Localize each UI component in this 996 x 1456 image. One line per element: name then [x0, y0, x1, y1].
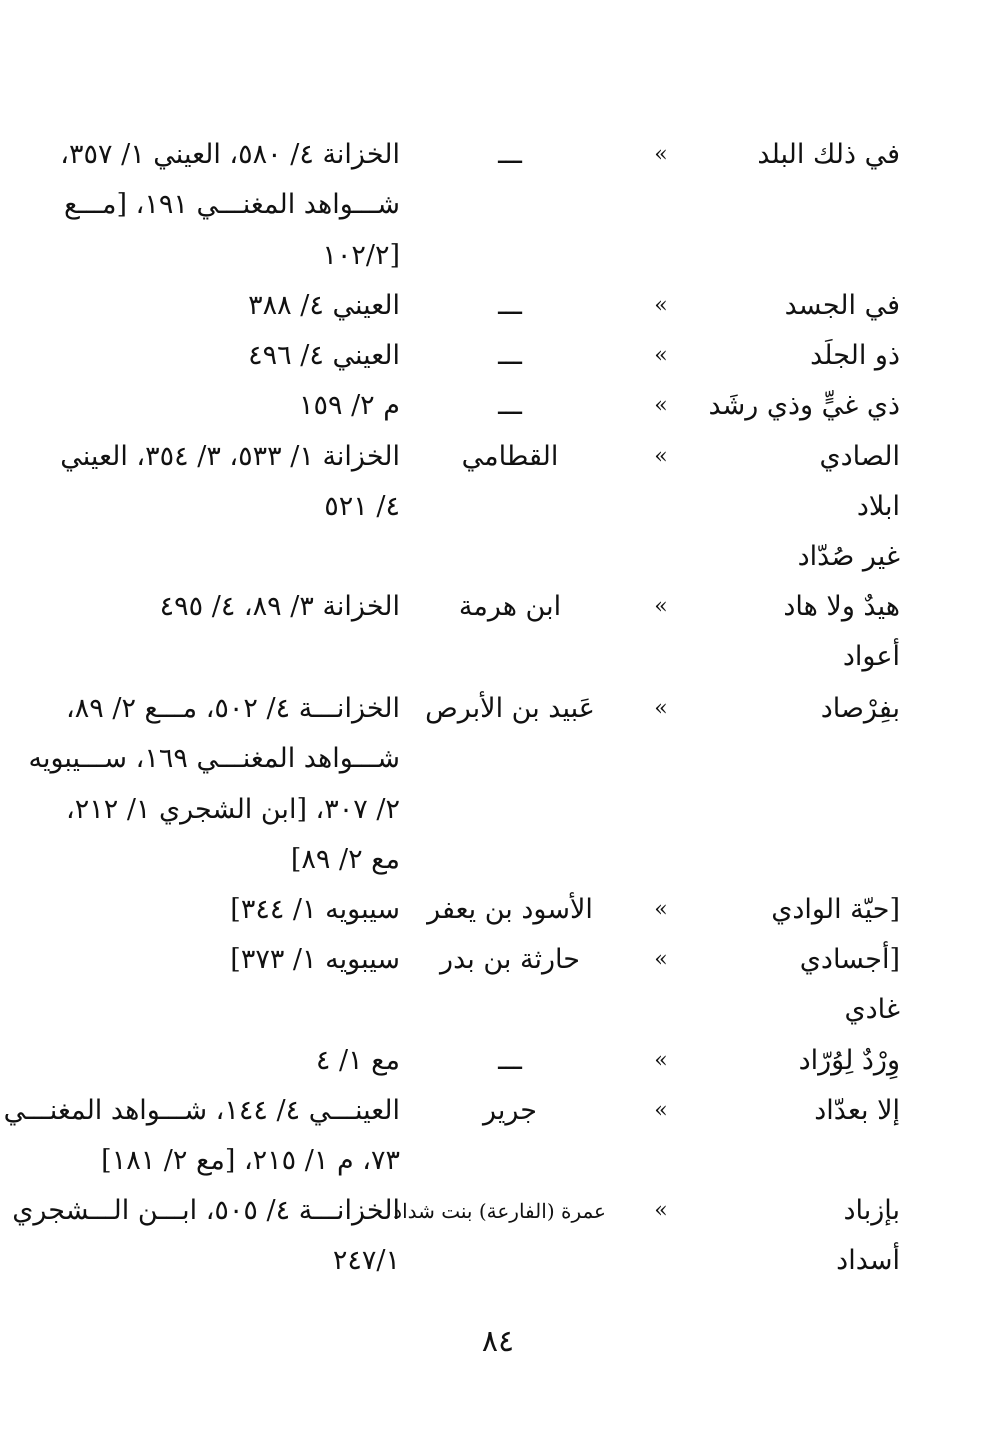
source-reference: الخزانة ١/ ٥٣٣، ٣/ ٣٥٤، العيني — [60, 441, 400, 472]
verse-ending: هيدٌ ولا هاد — [783, 591, 900, 622]
verse-ending: في الجسد — [784, 290, 900, 321]
ditto-mark: » — [654, 897, 668, 922]
verse-ending: وِرْدٌ لِوُرّاد — [798, 1045, 900, 1076]
poet-name: ـــ — [498, 340, 522, 371]
ditto-mark: » — [654, 1198, 668, 1223]
source-reference: الخزانـــة ٤/ ٥٠٢، مـــع ٢/ ٨٩، — [66, 693, 400, 724]
poet-name: عمرة (الفارعة) بنت شداد — [393, 1199, 606, 1223]
index-row — [0, 139, 996, 170]
poet-name: ـــ — [498, 1045, 522, 1076]
verse-ending: ابلاد — [856, 491, 900, 522]
index-row — [0, 743, 996, 774]
index-row — [0, 290, 996, 321]
verse-ending: ذي غيٍّ وذي رشَد — [708, 390, 900, 421]
source-reference: سيبويه ١/ ٣٧٣] — [230, 944, 400, 975]
index-row — [0, 641, 996, 672]
index-row — [0, 1245, 996, 1276]
source-reference: ٢٤٧/١ — [332, 1245, 400, 1276]
index-row — [0, 1045, 996, 1076]
verse-ending: بإزباد — [843, 1195, 900, 1226]
poet-name: القطامي — [461, 441, 559, 472]
index-row — [0, 1145, 996, 1176]
source-reference: العينـــي ٤/ ١٤٤، شـــواهد المغنـــي — [3, 1095, 400, 1126]
ditto-mark: » — [654, 947, 668, 972]
poet-name: عَبيد بن الأبرص — [425, 693, 595, 724]
source-reference: م ٢/ ١٥٩ — [298, 390, 400, 421]
source-reference: مع ٢/ ٨٩] — [290, 844, 400, 875]
source-reference: ٢/ ٣٠٧، [ابن الشجري ١/ ٢١٢، — [66, 794, 400, 825]
index-row — [0, 693, 996, 724]
index-row — [0, 390, 996, 421]
poet-name: ابن هرمة — [458, 591, 562, 622]
verse-ending: أعواد — [842, 641, 900, 672]
index-row — [0, 541, 996, 572]
page-number: ٨٤ — [481, 1324, 515, 1359]
poet-name: ـــ — [498, 290, 522, 321]
source-reference: الخزانة ٤/ ٥٨٠، العيني ١/ ٣٥٧، — [60, 139, 400, 170]
ditto-mark: » — [654, 696, 668, 721]
index-row — [0, 1195, 996, 1226]
verse-ending: غير صُدّاد — [797, 541, 900, 572]
verse-ending: أسداد — [836, 1245, 900, 1276]
source-reference: سيبويه ١/ ٣٤٤] — [230, 894, 400, 925]
ditto-mark: » — [654, 343, 668, 368]
source-reference: ٤/ ٥٢١ — [324, 491, 400, 522]
index-row — [0, 240, 996, 271]
verse-ending: في ذلك البلد — [757, 139, 900, 170]
ditto-mark: » — [654, 594, 668, 619]
source-reference: العيني ٤/ ٤٩٦ — [248, 340, 400, 371]
index-row — [0, 944, 996, 975]
source-reference: العيني ٤/ ٣٨٨ — [248, 290, 400, 321]
verse-ending: إلا بعدّاد — [814, 1095, 900, 1126]
source-reference: الخزانة ٣/ ٨٩، ٤/ ٤٩٥ — [159, 591, 400, 622]
index-row — [0, 994, 996, 1025]
index-row — [0, 340, 996, 371]
index-row — [0, 441, 996, 472]
verse-ending: غادي — [844, 994, 900, 1025]
index-row — [0, 794, 996, 825]
ditto-mark: » — [654, 142, 668, 167]
index-row — [0, 1095, 996, 1126]
index-row — [0, 591, 996, 622]
poet-name: ـــ — [498, 390, 522, 421]
verse-ending: [أجسادي — [799, 944, 900, 975]
verse-ending: الصادي — [819, 441, 900, 472]
source-reference: [١٠٢/٢ — [322, 240, 400, 271]
poet-name: جرير — [483, 1095, 537, 1126]
index-row — [0, 189, 996, 220]
verse-ending: [حيّة الوادي — [771, 894, 900, 925]
source-reference: الخزانـــة ٤/ ٥٠٥، ابـــن الـــشجري — [12, 1195, 400, 1226]
source-reference: شـــواهد المغنـــي ١٩١، [مـــع — [63, 189, 400, 220]
poet-name: حارثة بن بدر — [440, 944, 580, 975]
ditto-mark: » — [654, 393, 668, 418]
source-reference: ٧٣، م ١/ ٢١٥، [مع ٢/ ١٨١] — [101, 1145, 400, 1176]
ditto-mark: » — [654, 1048, 668, 1073]
source-reference: شـــواهد المغنـــي ١٦٩، ســـيبويه — [28, 743, 400, 774]
verse-ending: ذو الجلَد — [810, 340, 900, 371]
source-reference: مع ١/ ٤ — [315, 1045, 400, 1076]
index-row — [0, 844, 996, 875]
ditto-mark: » — [654, 293, 668, 318]
poet-name: ـــ — [498, 139, 522, 170]
ditto-mark: » — [654, 1098, 668, 1123]
ditto-mark: » — [654, 444, 668, 469]
poet-name: الأسود بن يعفر — [427, 894, 593, 925]
verse-ending: بفِرْصاد — [820, 693, 900, 724]
index-row — [0, 894, 996, 925]
index-row — [0, 491, 996, 522]
